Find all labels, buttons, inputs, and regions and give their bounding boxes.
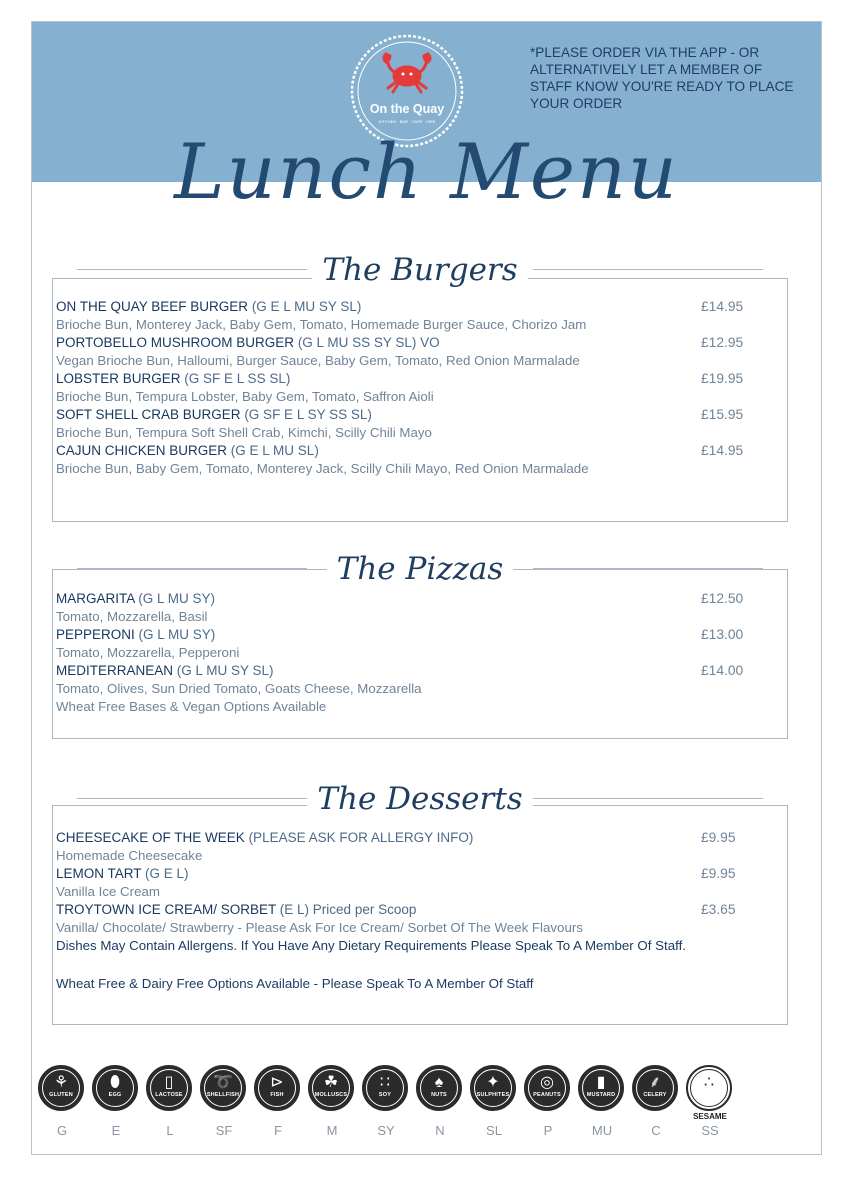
item-description: Vegan Brioche Bun, Halloumi, Burger Sauce, Baby Gem, Tomato, Red Onion Marmalade xyxy=(56,353,580,368)
allergen-soy xyxy=(361,1063,411,1153)
item-name: ON THE QUAY BEEF BURGER xyxy=(56,299,249,314)
allergen-code: SL xyxy=(486,1123,502,1138)
item-allergens: (G L MU SY) xyxy=(138,591,216,606)
item-description: Brioche Bun, Baby Gem, Tomato, Monterey Jack, Scilly Chili Mayo, Red Onion Marmalade xyxy=(56,461,589,476)
allergen-label: SOY xyxy=(378,1092,392,1098)
acorn-icon: ♠ xyxy=(434,1074,444,1091)
allergen-label: EGG xyxy=(108,1092,122,1098)
milk-bottle-icon: ▯ xyxy=(164,1074,174,1091)
menu-item xyxy=(56,626,780,644)
allergen-code: P xyxy=(543,1123,553,1138)
item-price: £15.95 xyxy=(701,407,744,422)
allergen-label: SHELLFISH xyxy=(206,1092,240,1098)
allergen-label: NUTS xyxy=(431,1092,447,1098)
allergen-peanuts xyxy=(523,1063,573,1153)
item-allergens: (E L) Priced per Scoop xyxy=(279,902,417,917)
item-name: LEMON TART xyxy=(56,866,142,881)
allergen-label: PEANUTS xyxy=(533,1092,561,1098)
item-description: Tomato, Olives, Sun Dried Tomato, Goats Cheese, Mozzarella xyxy=(56,681,422,696)
mustard-bottle-icon: ▮ xyxy=(596,1074,606,1091)
menu-item xyxy=(56,829,780,847)
menu-item xyxy=(56,901,780,919)
section-heading: The Pizzas xyxy=(327,549,514,589)
menu-item xyxy=(56,334,780,352)
svg-text:KITCHEN · BAR · CAFE · HIRE: KITCHEN · BAR · CAFE · HIRE xyxy=(378,119,436,124)
item-price: £13.00 xyxy=(701,627,744,642)
fish-icon: ⊳ xyxy=(270,1074,284,1091)
menu-item xyxy=(56,662,780,680)
item-name: MARGARITA xyxy=(56,591,135,606)
allergen-egg xyxy=(91,1063,141,1153)
item-allergens: (G E L) xyxy=(145,866,189,881)
allergen-lactose xyxy=(145,1063,195,1153)
allergen-code: SS xyxy=(701,1123,719,1138)
item-description: Tomato, Mozzarella, Pepperoni xyxy=(56,645,240,660)
allergen-label: LACTOSE xyxy=(155,1092,183,1098)
item-name: MEDITERRANEAN xyxy=(56,663,174,678)
shell-icon: ☘ xyxy=(323,1074,339,1091)
section-heading: The Burgers xyxy=(312,250,527,290)
menu-page xyxy=(31,21,822,1155)
sesame-seeds-icon: ∴ xyxy=(703,1074,715,1091)
item-description: Brioche Bun, Tempura Soft Shell Crab, Kimchi, Scilly Chili Mayo xyxy=(56,425,432,440)
molecule-icon: ✦ xyxy=(486,1074,500,1091)
allergen-code: M xyxy=(326,1123,338,1138)
item-description: Vanilla/ Chocolate/ Strawberry - Please Ask For Ice Cream/ Sorbet Of The Week Flavours xyxy=(56,920,583,935)
wheat-icon: ⚘ xyxy=(53,1074,69,1091)
item-allergens: (G L MU SY SL) xyxy=(176,663,274,678)
allergen-code: F xyxy=(274,1123,282,1138)
item-name: SOFT SHELL CRAB BURGER xyxy=(56,407,241,422)
item-price: £14.95 xyxy=(701,299,744,314)
allergen-code: L xyxy=(166,1123,174,1138)
menu-item xyxy=(56,298,780,316)
allergen-label: SESAME xyxy=(693,1112,727,1121)
item-allergens: (G E L MU SY SL) xyxy=(251,299,362,314)
menu-item xyxy=(56,442,780,460)
item-price: £3.65 xyxy=(701,902,736,917)
item-price: £19.95 xyxy=(701,371,744,386)
item-allergens: (G L MU SY) xyxy=(138,627,216,642)
allergen-sulphites xyxy=(469,1063,519,1153)
item-allergens: (G L MU SS SY SL) VO xyxy=(297,335,440,350)
allergen-label: MUSTARD xyxy=(586,1092,616,1098)
allergen-label: MOLLUSCS xyxy=(314,1092,348,1098)
item-price: £9.95 xyxy=(701,830,736,845)
menu-item xyxy=(56,406,780,424)
menu-item xyxy=(56,590,780,608)
celery-icon: ⸙ xyxy=(648,1074,661,1091)
item-description: Brioche Bun, Tempura Lobster, Baby Gem, Tomato, Saffron Aioli xyxy=(56,389,434,404)
allergen-sesame xyxy=(685,1063,735,1153)
item-name: PEPPERONI xyxy=(56,627,135,642)
item-price: £14.95 xyxy=(701,443,744,458)
item-price: £9.95 xyxy=(701,866,736,881)
menu-item xyxy=(56,370,780,388)
desserts-section xyxy=(52,779,788,1025)
item-description: Brioche Bun, Monterey Jack, Baby Gem, Tomato, Homemade Burger Sauce, Chorizo Jam xyxy=(56,317,587,332)
item-name: TROYTOWN ICE CREAM/ SORBET xyxy=(56,902,277,917)
section-heading: The Desserts xyxy=(307,779,532,819)
pizzas-section xyxy=(52,549,788,739)
allergen-code: SF xyxy=(215,1123,233,1138)
allergen-code: N xyxy=(435,1123,445,1138)
item-name: PORTOBELLO MUSHROOM BURGER xyxy=(56,335,295,350)
allergen-label: CELERY xyxy=(643,1092,667,1098)
item-name: LOBSTER BURGER xyxy=(56,371,181,386)
item-name: CAJUN CHICKEN BURGER xyxy=(56,443,228,458)
soy-bean-icon: ∷ xyxy=(379,1074,391,1091)
allergen-molluscs xyxy=(307,1063,357,1153)
pizza-footnote: Wheat Free Bases & Vegan Options Available xyxy=(56,699,327,714)
item-allergens: (G SF E L SY SS SL) xyxy=(244,407,372,422)
allergen-mustard xyxy=(577,1063,627,1153)
allergen-code: MU xyxy=(591,1123,613,1138)
allergen-shellfish xyxy=(199,1063,249,1153)
item-description: Homemade Cheesecake xyxy=(56,848,203,863)
dietary-options-note: Wheat Free & Dairy Free Options Available - Please Speak To A Member Of Staff xyxy=(56,976,534,991)
allergen-nuts xyxy=(415,1063,465,1153)
page-title: Lunch Menu xyxy=(174,127,679,216)
allergen-label: SULPHITES xyxy=(476,1092,510,1098)
allergen-celery xyxy=(631,1063,681,1153)
item-allergens: (PLEASE ASK FOR ALLERGY INFO) xyxy=(248,830,474,845)
item-description: Vanilla Ice Cream xyxy=(56,884,160,899)
allergen-fish xyxy=(253,1063,303,1153)
item-allergens: (G E L MU SL) xyxy=(230,443,319,458)
item-name: CHEESECAKE OF THE WEEK xyxy=(56,830,245,845)
svg-text:On the Quay: On the Quay xyxy=(369,102,445,116)
item-price: £12.95 xyxy=(701,335,744,350)
allergen-warning: Dishes May Contain Allergens. If You Have Any Dietary Requirements Please Speak To A Member Of Staff. xyxy=(56,938,686,953)
peanut-icon: ◎ xyxy=(540,1074,554,1091)
allergen-code: SY xyxy=(377,1123,395,1138)
shrimp-icon: ➰ xyxy=(213,1074,233,1091)
item-price: £14.00 xyxy=(701,663,744,678)
item-description: Tomato, Mozzarella, Basil xyxy=(56,609,208,624)
egg-icon: ⬮ xyxy=(109,1074,121,1091)
allergen-legend xyxy=(37,1063,767,1163)
order-notice: *PLEASE ORDER VIA THE APP - OR ALTERNATIVELY LET A MEMBER OF STAFF KNOW YOU'RE READY TO PLACE YOUR ORDER xyxy=(530,45,794,111)
allergen-code: C xyxy=(651,1123,661,1138)
burgers-section xyxy=(52,250,788,522)
menu-item xyxy=(56,865,780,883)
allergen-code: G xyxy=(56,1123,68,1138)
allergen-code: E xyxy=(111,1123,121,1138)
allergen-gluten xyxy=(37,1063,87,1153)
allergen-label: GLUTEN xyxy=(49,1092,73,1098)
allergen-label: FISH xyxy=(270,1092,284,1098)
item-allergens: (G SF E L SS SL) xyxy=(184,371,291,386)
item-price: £12.50 xyxy=(701,591,744,606)
